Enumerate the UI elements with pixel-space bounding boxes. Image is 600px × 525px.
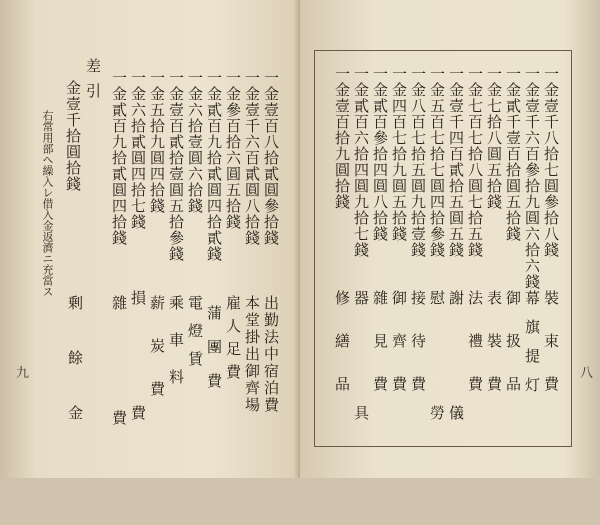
balance-item: 剰餘金 [66,295,84,460]
balance-note: 右常用部へ繰入レ借入金返濟ニ充當ス [41,110,54,297]
right-page-number: 八 [580,366,594,381]
balance-amount: 金壹千拾圓拾錢 [64,80,82,192]
left-item-3: 雇人足費 [224,295,242,387]
right-item-5: 法禮費 [466,290,484,419]
right-amount-12: 一金壹百拾九圓拾錢 [333,66,351,210]
left-amount-9: 一金貳百九拾貳圓四拾錢 [110,70,128,246]
right-item-6: 謝儀 [447,290,465,520]
left-amount-7: 一金五拾九圓四拾錢 [148,70,166,214]
left-amount-5: 一金六拾壹圓六拾錢 [186,70,204,214]
left-item-8: 損費 [129,290,147,520]
left-item-4: 蒲團費 [205,305,223,407]
right-item-8: 接待費 [409,290,427,419]
right-amount-4: 一金七拾八圓五拾錢 [485,66,503,210]
right-item-12: 修繕品 [333,290,351,419]
right-amount-9: 一金四百七拾九圓五拾錢 [390,66,408,242]
left-amount-2: 一金壹千六百貳圓八拾錢 [243,70,261,246]
left-item-1: 出勤法中宿泊費 [262,295,280,414]
right-item-11: 器具 [352,290,370,520]
right-amount-7: 一金五百七拾七圓四拾參錢 [428,66,446,258]
left-item-7: 薪炭費 [148,295,166,424]
left-item-5: 電燈賃 [186,295,204,379]
right-item-10: 雜見費 [371,290,389,419]
right-item-7: 慰勞 [428,290,446,520]
left-amount-1: 一金壹百八拾貳圓參拾錢 [262,70,280,246]
left-amount-8: 一金六拾貳圓四拾七錢 [129,70,147,230]
right-amount-2: 一金壹千六百參拾九圓六拾六錢 [523,66,541,290]
left-amount-6: 一金壹百貳拾壹圓五拾參錢 [167,70,185,262]
left-amount-3: 一金參百拾六圓五拾錢 [224,70,242,230]
right-item-4: 表裝費 [485,290,503,419]
right-amount-10: 一金貳百參拾四圓八拾錢 [371,66,389,242]
left-page-number: 九 [16,366,30,381]
balance-label: 差引 [84,58,102,108]
right-item-2: 幕旗提灯 [523,290,541,406]
right-amount-11: 一金貳百六拾四圓九拾七錢 [352,66,370,258]
left-item-9: 雜費 [110,295,128,525]
right-item-3: 御扱品 [504,290,522,419]
right-item-1: 裝束費 [542,290,560,419]
right-amount-5: 一金七百七拾八圓七拾五錢 [466,66,484,258]
right-amount-8: 一金八百七拾五圓九拾壹錢 [409,66,427,258]
left-item-6: 乘車料 [167,295,185,406]
right-amount-3: 一金貳千壹百拾圓五拾錢 [504,66,522,242]
left-amount-4: 一金貳百九拾貳圓四拾貳錢 [205,70,223,262]
right-amount-6: 一金壹千四百貳拾五圓五錢 [447,66,465,258]
right-amount-1: 一金壹千八拾七圓參拾八錢 [542,66,560,258]
left-item-2: 本堂掛出御齊場 [243,295,261,414]
right-page [300,0,600,520]
right-item-9: 御齊費 [390,290,408,419]
